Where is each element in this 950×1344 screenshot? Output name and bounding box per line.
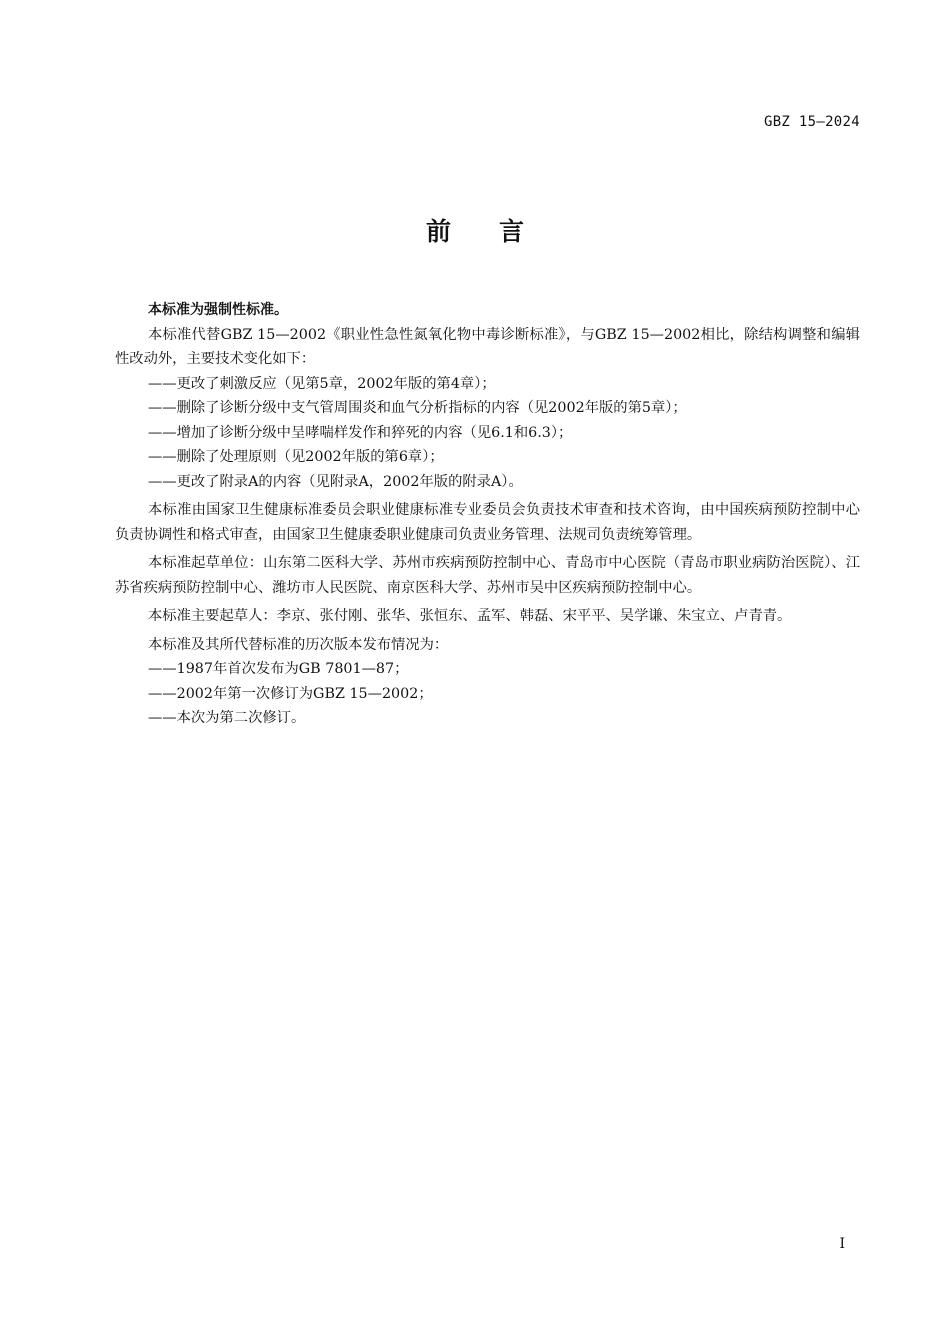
page-number: I [839, 1236, 845, 1252]
page-title-char-2: 言 [499, 217, 525, 246]
page-title-char-1: 前 [425, 217, 451, 246]
technical-changes-list [115, 372, 860, 495]
standard-code: GBZ 15—2024 [763, 114, 860, 130]
list-item: ——删除了处理原则（见2002年版的第6章）； [148, 449, 444, 465]
history-intro: 本标准及其所代替标准的历次版本发布情况为： [148, 636, 449, 653]
list-item: ——更改了附录A的内容（见附录A，2002年版的附录A）。 [148, 473, 523, 490]
history-list [115, 657, 860, 731]
drafters-paragraph: 本标准主要起草人：李京、张付刚、张华、张恒东、孟军、韩磊、宋平平、吴学谦、朱宝立、卢青青。 [148, 608, 792, 624]
list-item: ——删除了诊断分级中支气管周围炎和血气分析指标的内容（见2002年版的第5章）； [148, 400, 687, 416]
page-title [0, 212, 950, 248]
list-item: ——本次为第二次修订。 [148, 710, 306, 726]
management-paragraph: 本标准由国家卫生健康标准委员会职业健康标准专业委员会负责技术审查和技术咨询，由中国疾病预防控制中心负责协调性和格式审查，由国家卫生健康委职业健康司负责业务管理、法规司负责统筹管理。 [115, 502, 860, 543]
list-item: ——1987年首次发布为GB 7801—87； [148, 661, 409, 677]
list-item: ——2002年第一次修订为GBZ 15—2002； [148, 685, 433, 702]
list-item: ——更改了刺激反应（见第5章，2002年版的第4章）； [148, 375, 496, 392]
mandatory-statement: 本标准为强制性标准。 [148, 302, 288, 318]
replaces-paragraph: 本标准代替GBZ 15—2002《职业性急性氮氧化物中毒诊断标准》，与GBZ 15—2002相比，除结构调整和编辑性改动外，主要技术变化如下： [115, 326, 860, 367]
list-item: ——增加了诊断分级中呈哮喘样发作和猝死的内容（见6.1和6.3）； [148, 424, 573, 441]
drafting-units-paragraph: 本标准起草单位：山东第二医科大学、苏州市疾病预防控制中心、青岛市中心医院（青岛市职业病防治医院）、江苏省疾病预防控制中心、潍坊市人民医院、南京医科大学、苏州市吴中区疾病预防控制中心。 [115, 555, 860, 596]
foreword-content [115, 298, 860, 731]
